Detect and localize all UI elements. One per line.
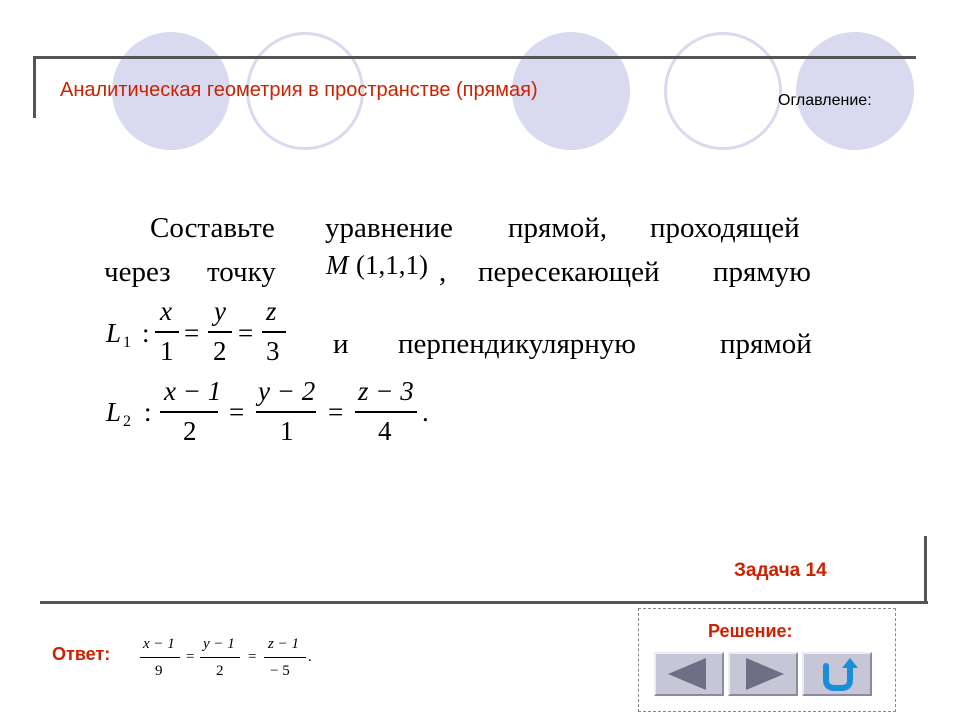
L2-subscript: 2	[123, 413, 131, 430]
problem-word: прямую	[713, 256, 811, 288]
point-name: M	[326, 250, 349, 280]
forward-arrow-icon	[730, 654, 796, 694]
L2-denominator: 4	[378, 416, 392, 446]
table-of-contents-link[interactable]: Оглавление:	[778, 92, 872, 109]
solution-label[interactable]: Решение:	[708, 621, 793, 641]
problem-word: перпендикулярную	[398, 328, 636, 360]
equals-sign: =	[186, 649, 195, 665]
answer-denominator: 9	[155, 663, 163, 679]
problem-word: точку	[207, 256, 276, 288]
L1-subscript: 1	[123, 334, 131, 351]
answer-numerator: y − 1	[203, 636, 235, 652]
L1-denominator: 1	[160, 336, 174, 366]
equals-sign: =	[184, 318, 200, 348]
L2-denominator: 2	[183, 416, 197, 446]
point-coords: (1,1,1)	[356, 250, 428, 280]
forward-button[interactable]	[728, 652, 798, 696]
problem-word: ,	[439, 256, 447, 288]
problem-word: через	[104, 256, 171, 288]
equals-sign: =	[328, 397, 344, 427]
L1-colon: :	[142, 318, 150, 348]
problem-word: и	[333, 328, 349, 360]
problem-word: проходящей	[650, 212, 800, 244]
bottom-right-rule	[924, 536, 927, 604]
task-number-label: Задача 14	[734, 560, 827, 581]
L1-numerator: z	[266, 296, 277, 326]
L2-numerator: y − 2	[258, 376, 316, 406]
L2-denominator: 1	[280, 416, 294, 446]
equals-sign: =	[229, 397, 245, 427]
L1-numerator: y	[214, 296, 226, 326]
answer-denominator: − 5	[270, 663, 290, 679]
back-arrow-icon	[656, 654, 722, 694]
problem-word: пересекающей	[478, 256, 660, 288]
return-icon	[804, 654, 870, 694]
L2-numerator: z − 3	[358, 376, 414, 406]
answer-numerator: z − 1	[268, 636, 299, 652]
decor-circle-4	[664, 32, 782, 150]
period: .	[308, 649, 312, 665]
equals-sign: =	[238, 318, 254, 348]
bottom-rule	[40, 601, 928, 604]
L1-name: L	[106, 318, 122, 348]
problem-word: уравнение	[325, 212, 453, 244]
top-left-rule	[33, 56, 36, 118]
L2-name: L	[106, 397, 122, 427]
L1-numerator: x	[160, 296, 172, 326]
period: .	[422, 397, 429, 427]
decor-circle-5	[796, 32, 914, 150]
return-button[interactable]	[802, 652, 872, 696]
top-rule	[34, 56, 916, 59]
L1-denominator: 2	[213, 336, 227, 366]
answer-numerator: x − 1	[143, 636, 175, 652]
problem-word: прямой	[720, 328, 812, 360]
equals-sign: =	[248, 649, 257, 665]
back-button[interactable]	[654, 652, 724, 696]
problem-word: Составьте	[150, 212, 275, 244]
problem-word: прямой,	[508, 212, 607, 244]
L1-denominator: 3	[266, 336, 280, 366]
answer-label: Ответ:	[52, 644, 111, 664]
L2-colon: :	[144, 397, 152, 427]
answer-denominator: 2	[216, 663, 224, 679]
page-title: Аналитическая геометрия в пространстве (прямая)	[60, 79, 538, 101]
L2-numerator: x − 1	[164, 376, 222, 406]
